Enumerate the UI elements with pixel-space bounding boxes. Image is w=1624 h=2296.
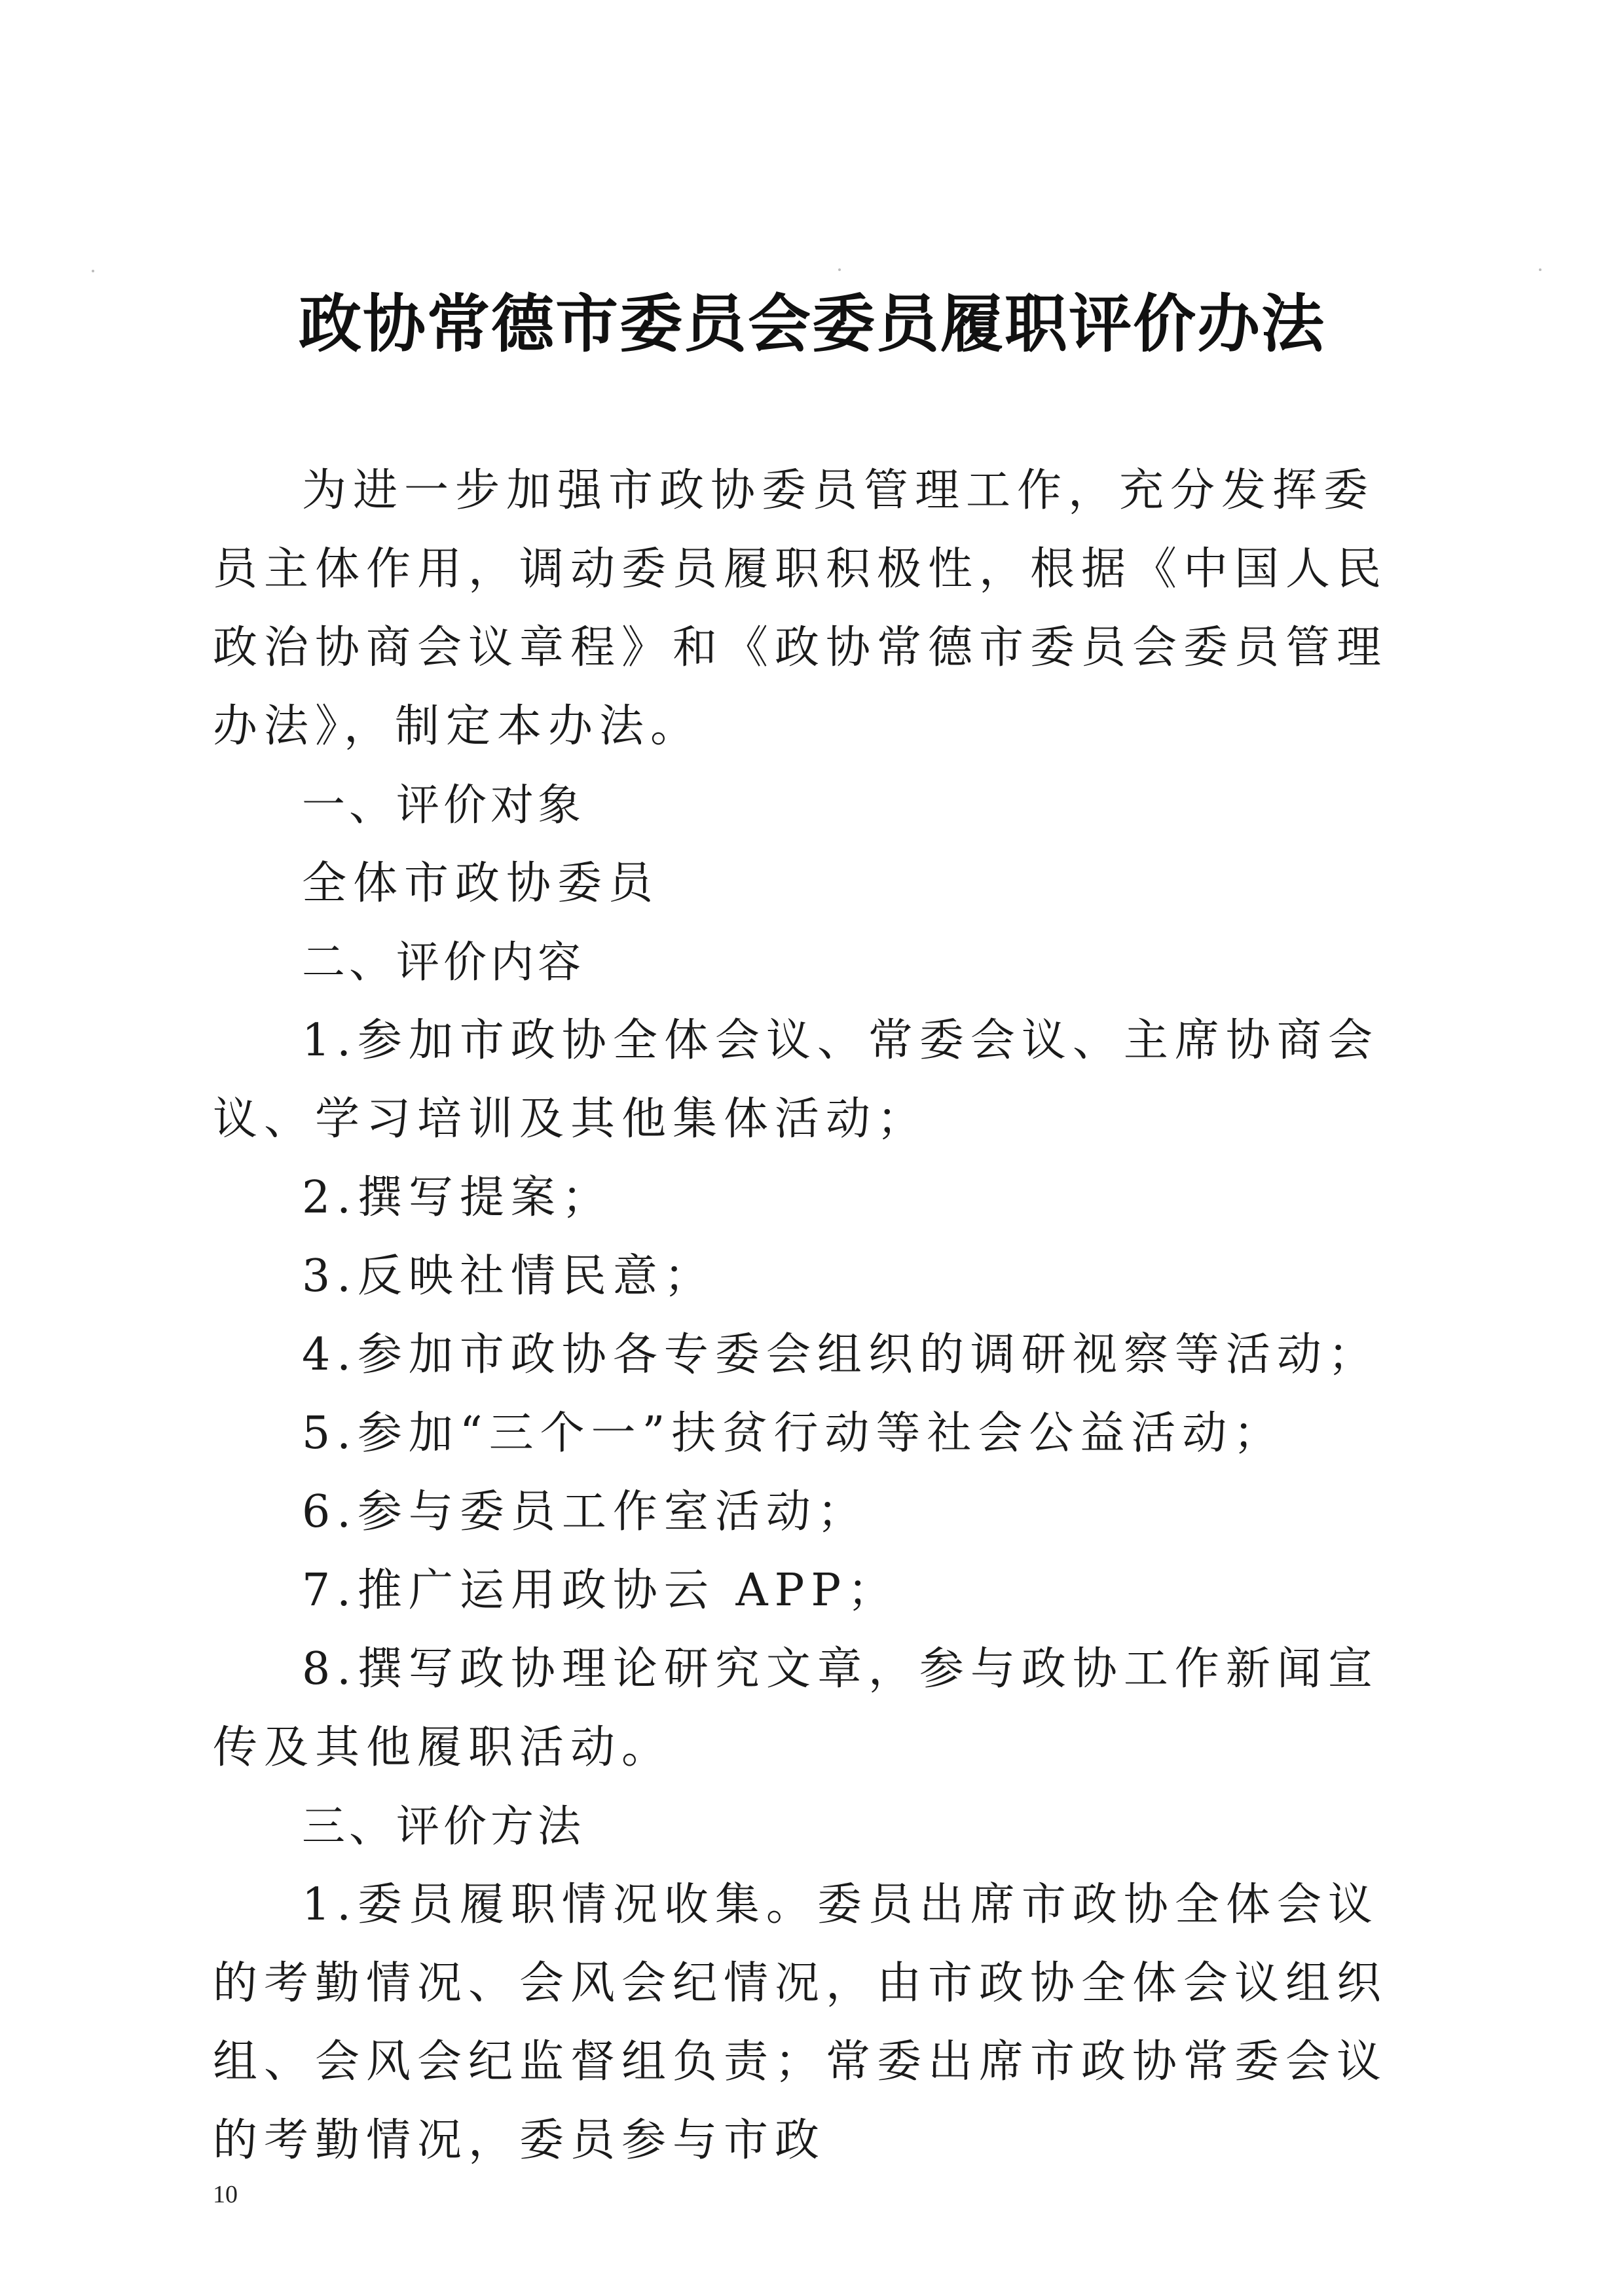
scan-mark bbox=[838, 268, 841, 271]
document-body bbox=[213, 452, 1411, 2180]
scan-mark bbox=[92, 270, 94, 272]
document-title: 政协常德市委员会委员履职评价办法 bbox=[299, 287, 1325, 361]
scan-mark bbox=[1539, 268, 1541, 271]
list-item: 2.撰写提案； bbox=[302, 1172, 613, 1224]
section-heading: 一、评价对象 bbox=[302, 780, 585, 830]
list-item: 3.反映社情民意； bbox=[302, 1250, 715, 1302]
page-number: 10 bbox=[213, 2181, 238, 2208]
list-item: 5.参加“三个一”扶贫行动等社会公益活动； bbox=[302, 1408, 1285, 1459]
section-heading: 二、评价内容 bbox=[302, 937, 585, 987]
list-item: 7.推广运用政协云 APP； bbox=[302, 1565, 899, 1616]
list-item: 1.委员履职情况收集。委员出席市政协全体会议的考勤情况、会风会纪情况，由市政协全体会议组织组、会风会纪监督组负责；常委出席市政协常委会议的考勤情况，委员参与市政 bbox=[213, 1879, 1388, 2166]
paragraph: 全体市政协委员 bbox=[302, 858, 660, 909]
intro-paragraph: 为进一步加强市政协委员管理工作，充分发挥委员主体作用，调动委员履职积极性，根据《中国人民政治协商会议章程》和《政协常德市委员会委员管理办法》，制定本办法。 bbox=[213, 465, 1388, 752]
list-item: 1.参加市政协全体会议、常委会议、主席协商会议、学习培训及其他集体活动； bbox=[213, 1015, 1379, 1145]
list-item: 8.撰写政协理论研究文章，参与政协工作新闻宣传及其他履职活动。 bbox=[213, 1643, 1379, 1774]
list-item: 4.参加市政协各专委会组织的调研视察等活动； bbox=[302, 1329, 1379, 1381]
list-item: 6.参与委员工作室活动； bbox=[302, 1486, 868, 1538]
section-heading: 三、评价方法 bbox=[302, 1801, 585, 1851]
